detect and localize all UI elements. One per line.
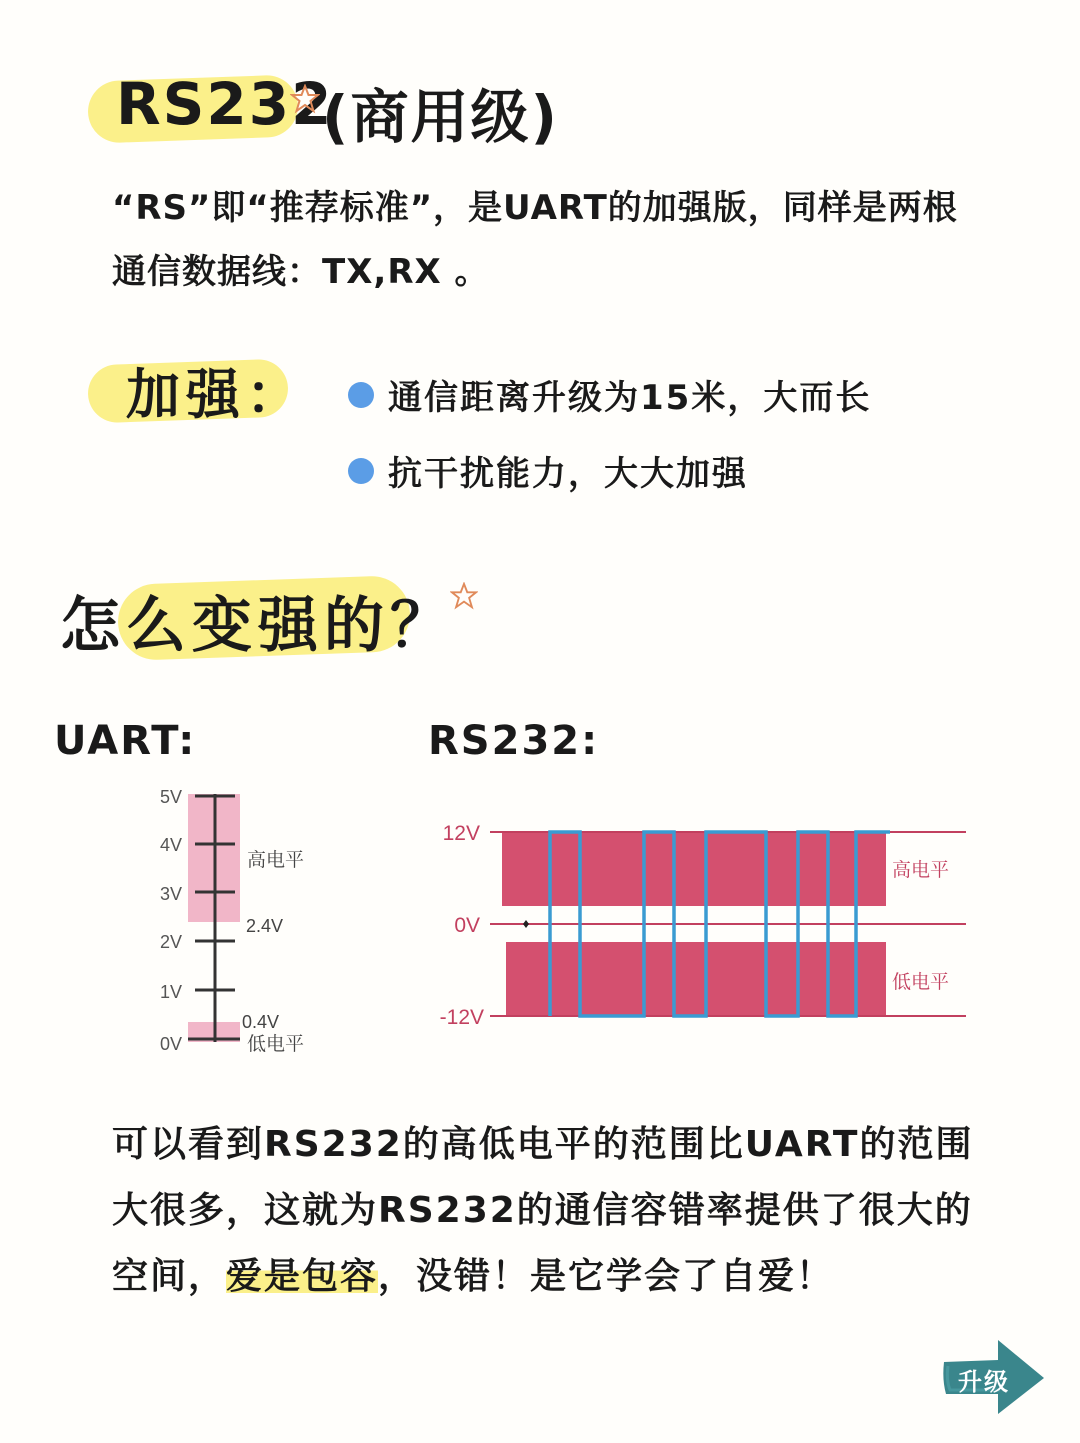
uart-tick-label: 2V xyxy=(159,932,182,952)
conclusion-highlight: 爱是包容 xyxy=(226,1256,379,1297)
title-subtitle: (商用级) xyxy=(322,83,560,151)
star-icon xyxy=(450,582,478,610)
rs232-zero-marker xyxy=(523,920,529,928)
uart-tick-label: 5V xyxy=(159,787,182,807)
question-title: 怎么变强的？ xyxy=(60,591,456,661)
conclusion-text-end: ，没错！是它学会了自爱！ xyxy=(378,1256,835,1297)
enhance-item-text: 抗干扰能力，大大加强 xyxy=(388,454,748,494)
bullet-dot-icon xyxy=(348,382,374,408)
enhance-item-text: 通信距离升级为15米，大而长 xyxy=(388,378,872,418)
rs232-low-label: 低电平 xyxy=(892,972,950,993)
uart-tick-label: 4V xyxy=(159,835,182,855)
uart-high-label: 高电平 xyxy=(247,850,305,871)
uart-diagram xyxy=(140,780,340,1065)
rs232-tick-label: 12V xyxy=(442,822,480,845)
uart-tick-label: 1V xyxy=(159,982,182,1002)
rs232-high-label: 高电平 xyxy=(892,860,950,881)
next-button-label: 升级 xyxy=(958,1368,1010,1396)
title-rs232: RS232 xyxy=(116,70,334,138)
uart-low-threshold: 0.4V xyxy=(242,1012,280,1032)
uart-label: UART: xyxy=(54,718,197,764)
uart-high-threshold: 2.4V xyxy=(246,916,284,936)
uart-tick-label: 0V xyxy=(159,1034,182,1054)
uart-tick-label: 3V xyxy=(159,884,182,904)
star-icon xyxy=(290,84,320,114)
conclusion-text: 可以看到RS232的高低电平的范围比UART的范围大很多，这就为RS232的通信容错率提供了很大的空间， xyxy=(112,1124,974,1297)
intro-line-1: “RS”即“推荐标准”，是UART的加强版，同样是两根 xyxy=(112,188,958,228)
enhance-item xyxy=(348,446,748,495)
conclusion-paragraph xyxy=(112,1112,992,1310)
enhance-item xyxy=(348,370,871,419)
enhance-label: 加强： xyxy=(126,363,306,426)
intro-line-2: 通信数据线：TX,RX 。 xyxy=(112,252,490,292)
next-button[interactable] xyxy=(938,1336,1050,1418)
bullet-dot-icon xyxy=(348,458,374,484)
intro-paragraph xyxy=(112,176,1072,304)
rs232-diagram xyxy=(420,810,980,1040)
rs232-tick-label: -12V xyxy=(439,1006,484,1029)
rs232-label: RS232: xyxy=(428,718,600,764)
rs232-tick-label: 0V xyxy=(454,914,480,937)
uart-low-label: 低电平 xyxy=(247,1034,305,1055)
